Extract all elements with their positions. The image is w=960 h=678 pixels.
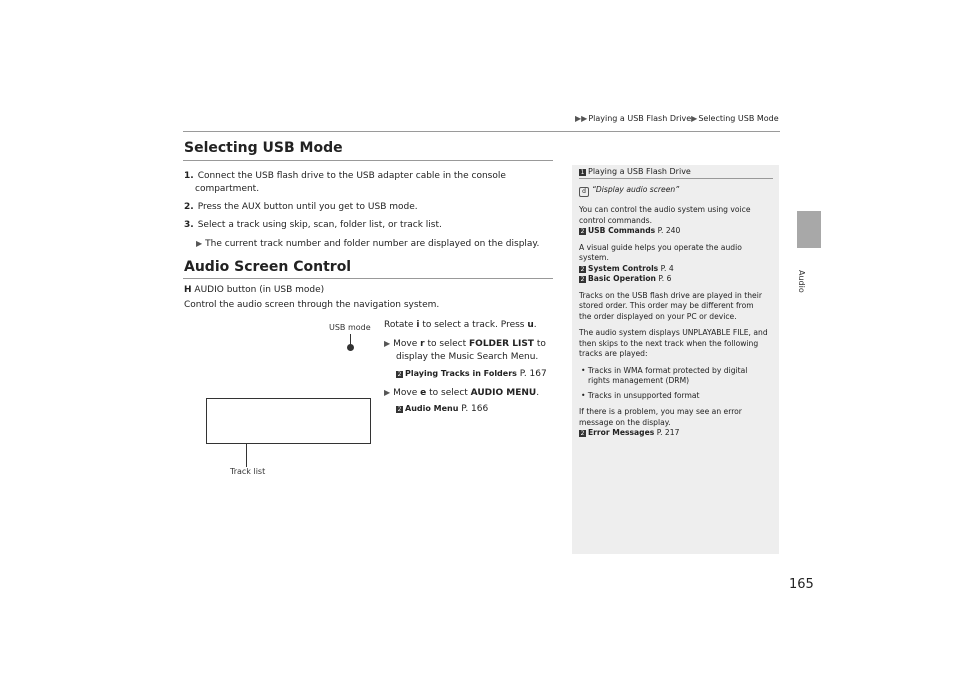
ref-label: USB Commands	[588, 226, 656, 235]
ref-label: Audio Menu	[405, 404, 459, 413]
ref-page: P. 167	[519, 369, 547, 379]
ref-page: P. 240	[657, 226, 681, 235]
ref-label: Basic Operation	[588, 274, 656, 283]
arrow-icon: ▶	[691, 114, 698, 123]
text: control commands.	[579, 215, 653, 225]
note-bullets	[579, 366, 773, 402]
step-1	[184, 170, 564, 183]
press-knob-icon: u	[527, 320, 534, 330]
text: The audio system displays UNPLAYABLE FILE, and	[579, 328, 768, 337]
side-tab-label: Audio	[797, 270, 806, 293]
text: Move	[393, 339, 418, 349]
audio-menu-label: AUDIO MENU	[470, 388, 537, 398]
step-2	[184, 201, 564, 214]
ref-page: P. 166	[461, 404, 489, 414]
step-3	[184, 219, 564, 232]
usb-commands-ref-link[interactable]	[579, 226, 773, 237]
text: the order displayed on your PC or device.	[579, 311, 737, 321]
text: system.	[579, 253, 609, 262]
voice-icon: d	[579, 187, 589, 197]
text: tracks are played:	[579, 349, 648, 358]
folder-ref-link[interactable]	[384, 367, 564, 381]
button-symbol-icon: H	[184, 285, 192, 295]
page-number: 165	[789, 577, 814, 592]
text: stored order. This order may be different from	[579, 301, 754, 310]
text: message on the display.	[579, 417, 671, 427]
text: display the Music Search Menu.	[396, 352, 539, 362]
step-number: 1.	[184, 171, 194, 181]
note-paragraph-unplayable	[579, 328, 773, 360]
text: Move	[393, 388, 418, 398]
ref-label: Playing Tracks in Folders	[405, 369, 517, 378]
audio-menu-ref-link[interactable]	[384, 402, 564, 416]
text: rights management (DRM)	[588, 376, 690, 385]
section-divider	[183, 278, 553, 279]
usb-mode-label: USB mode	[329, 323, 371, 332]
screen-illustration	[206, 398, 371, 444]
track-list-label: Track list	[230, 467, 266, 476]
section-title-selecting-usb: Selecting USB Mode	[184, 140, 343, 156]
reference-icon: 2	[580, 228, 585, 235]
text: then skips to the next track when the following	[579, 338, 759, 348]
note-paragraph-visual	[579, 243, 773, 285]
reference-icon: 2	[397, 406, 402, 413]
step-1-continued: compartment.	[195, 184, 260, 194]
steps-list	[184, 170, 564, 251]
text: to select	[429, 388, 468, 398]
ref-page: P. 6	[658, 274, 672, 283]
text: .	[536, 388, 540, 398]
intro-text: Control the audio screen through the navigation system.	[184, 300, 440, 310]
reference-icon: 2	[397, 371, 402, 378]
step-text: Press the AUX button until you get to USB mode.	[197, 202, 418, 212]
track-list-pointer-line	[246, 443, 247, 467]
rotate-knob-icon: i	[416, 320, 420, 330]
error-messages-ref-link[interactable]	[579, 428, 773, 439]
reference-icon: 2	[580, 276, 585, 283]
text: A visual guide helps you operate the audio	[579, 242, 742, 252]
note-text: The current track number and folder number are displayed on the display.	[205, 239, 540, 249]
move-knob-icon: e	[420, 388, 427, 398]
note-paragraph-order	[579, 291, 773, 323]
move-audio-menu-step	[384, 386, 564, 400]
text: Tracks in WMA format protected by digital	[587, 365, 748, 375]
step-number: 3.	[184, 220, 194, 230]
text: You can control the audio system using voice	[579, 205, 751, 214]
sidebar-note	[572, 165, 779, 554]
reference-icon: 2	[580, 265, 585, 273]
bullet-item: • Tracks in unsupported format	[581, 390, 700, 400]
text: Tracks on the USB flash drive are played in their	[579, 290, 762, 300]
text: to	[536, 339, 546, 349]
step-text: Select a track using skip, scan, folder list, or track list.	[197, 220, 442, 230]
section-title-audio-screen: Audio Screen Control	[184, 259, 352, 275]
move-knob-icon: r	[420, 339, 425, 349]
rotate-step	[384, 319, 564, 332]
instructions	[384, 319, 564, 416]
voice-command-text: “Display audio screen”	[592, 185, 680, 194]
voice-command	[579, 185, 773, 197]
ref-page: P. 217	[656, 428, 680, 437]
text: Rotate	[384, 320, 414, 330]
breadcrumb-item-usb-drive[interactable]: Playing a USB Flash Drive	[588, 114, 692, 123]
double-arrow-icon: ▶▶	[575, 114, 588, 123]
text: to select	[427, 339, 467, 349]
arrow-icon: ▶	[196, 239, 203, 248]
header-divider	[183, 131, 780, 132]
usb-mode-pointer-dot	[347, 344, 354, 351]
text: Tracks in unsupported format	[587, 390, 700, 400]
step-number: 2.	[184, 202, 194, 212]
text: .	[533, 320, 537, 330]
breadcrumb-item-selecting-usb[interactable]: Selecting USB Mode	[698, 114, 779, 123]
text: to select a track. Press	[422, 320, 525, 330]
audio-button-ref	[184, 284, 564, 297]
bullet-item: • Tracks in WMA format protected by digital	[581, 365, 748, 375]
ref-label: System Controls	[588, 263, 659, 273]
note-paragraph-voice	[579, 205, 773, 237]
button-ref-text: AUDIO button (in USB mode)	[194, 285, 325, 295]
side-tab-marker	[797, 211, 821, 248]
note-paragraph-error	[579, 407, 773, 439]
basic-operation-ref-link[interactable]	[579, 274, 773, 285]
reference-icon: 2	[580, 430, 585, 437]
step-text: Connect the USB flash drive to the USB adapter cable in the console	[197, 171, 506, 181]
arrow-icon: ▶	[384, 339, 391, 348]
step-3-note	[184, 237, 564, 251]
ref-label: Error Messages	[588, 428, 655, 437]
breadcrumb	[575, 114, 779, 123]
arrow-icon: ▶	[384, 388, 391, 397]
note-title-text: Playing a USB Flash Drive	[588, 167, 691, 176]
section-divider	[183, 160, 553, 161]
ref-page: P. 4	[660, 263, 674, 273]
move-folder-step	[384, 337, 564, 364]
folder-list-label: FOLDER LIST	[469, 339, 534, 349]
system-controls-ref-link[interactable]	[579, 264, 773, 275]
note-icon: 1	[580, 169, 585, 176]
note-title	[579, 167, 773, 179]
text: If there is a problem, you may see an error	[579, 407, 742, 416]
